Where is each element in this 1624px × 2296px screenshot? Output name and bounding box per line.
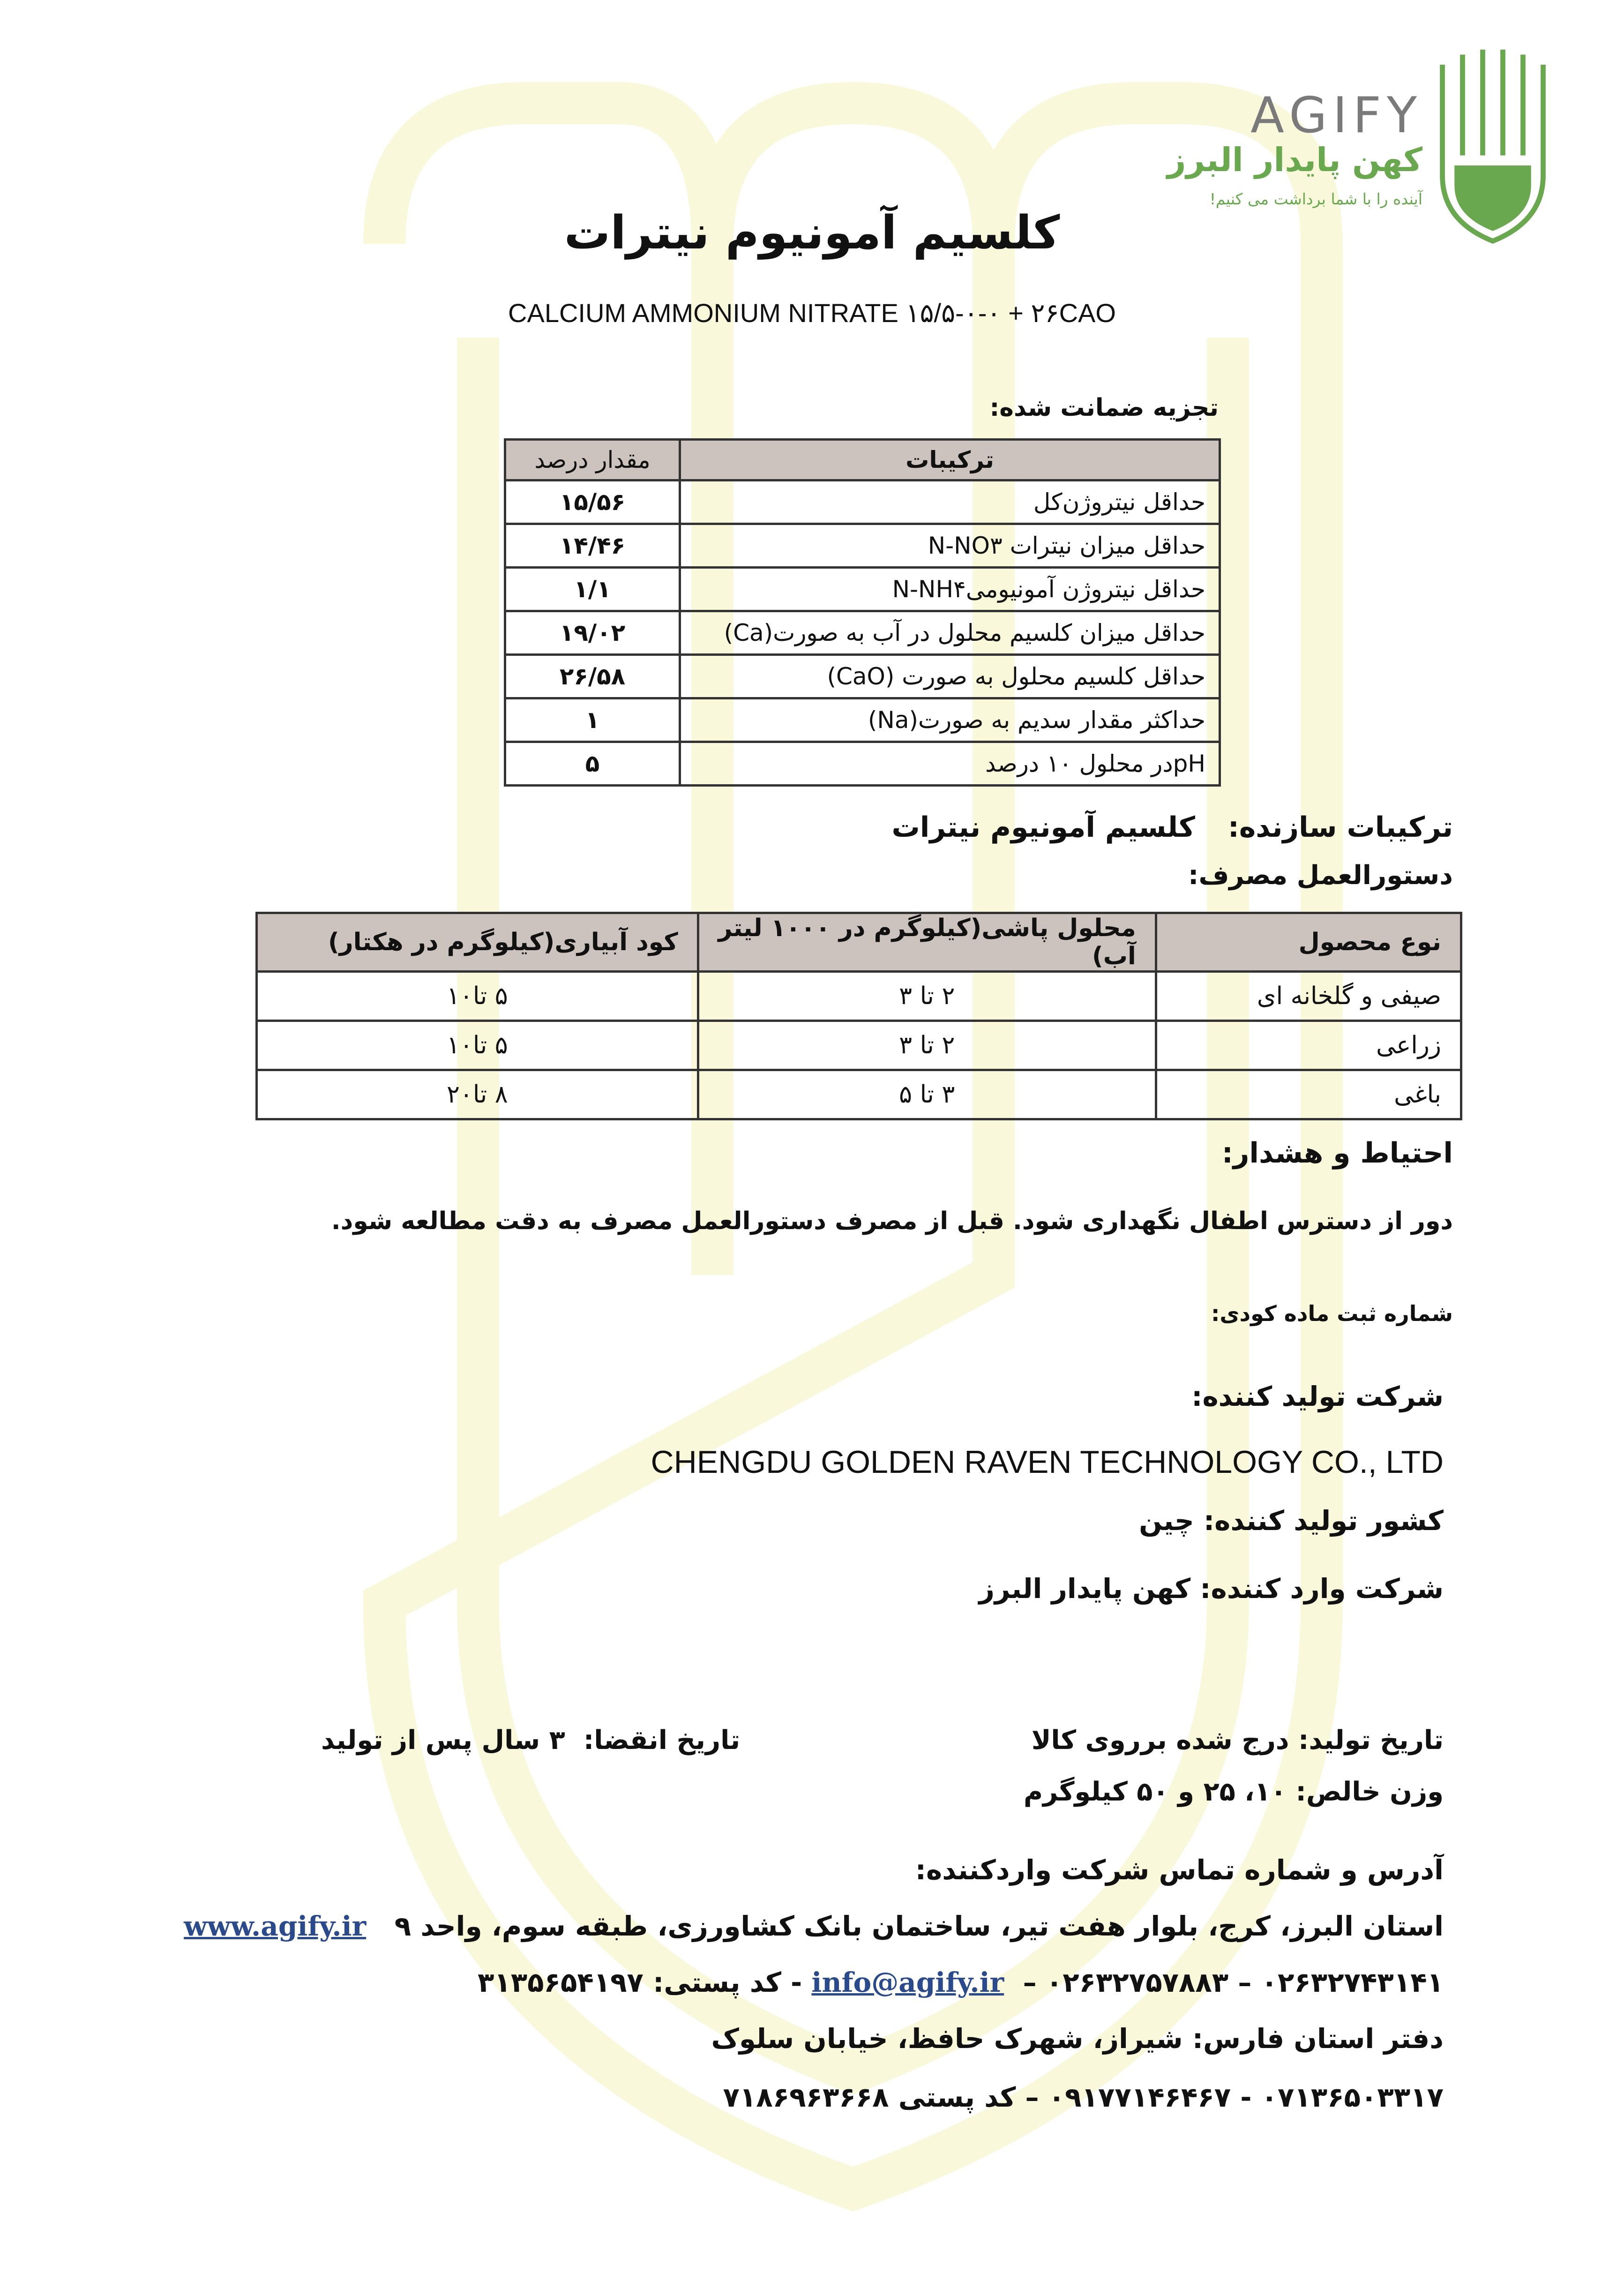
brand-tagline: آینده را با شما برداشت می کنیم!: [1209, 190, 1422, 208]
composition-cell: حداقل نیتروژن آمونیومیN-NH۴: [680, 568, 1220, 611]
composition-cell: pHدر محلول ۱۰ درصد: [680, 742, 1220, 786]
address-line: [184, 1910, 1444, 1942]
importer-label: شرکت وارد کننده:: [1200, 1573, 1444, 1605]
spray-cell: ۲ تا ۳: [698, 1021, 1156, 1070]
composition-cell: حداکثر مقدار سدیم به صورت(Na): [680, 698, 1220, 742]
expiry-date: [321, 1725, 740, 1756]
address-text: استان البرز، کرج، بلوار هفت تیر، ساختمان بانک کشاورزی، طبقه سوم، واحد ۹: [394, 1910, 1444, 1942]
caution-heading: احتیاط و هشدار:: [1221, 1137, 1453, 1170]
maker-label: ترکیبات سازنده:: [1227, 811, 1453, 844]
net-weight-label: وزن خالص:: [1295, 1777, 1444, 1807]
country-label: کشور تولید کننده:: [1203, 1505, 1444, 1537]
column-header-crop: نوع محصول: [1156, 913, 1461, 972]
column-header-percent: مقدار درصد: [505, 440, 680, 480]
page-title: کلسیم آمونیوم نیترات: [564, 206, 1060, 260]
crop-cell: باغی: [1156, 1070, 1461, 1119]
table-row: [505, 611, 1220, 655]
table-row: [257, 972, 1461, 1021]
table-header-row: [505, 440, 1220, 480]
importer-value: کهن پایدار البرز: [979, 1573, 1191, 1605]
composition-cell: حداقل میزان کلسیم محلول در آب به صورت(Ca): [680, 611, 1220, 655]
usage-table: [255, 912, 1462, 1120]
table-row: [505, 480, 1220, 524]
maker-composition: [891, 811, 1453, 844]
phone-line: [478, 1966, 1444, 1998]
maker-value: کلسیم آمونیوم نیترات: [891, 811, 1195, 844]
manufacturer-label: شرکت تولید کننده:: [1191, 1381, 1444, 1412]
crop-cell: صیفی و گلخانه ای: [1156, 972, 1461, 1021]
production-date: [1032, 1725, 1444, 1756]
table-row: [257, 1021, 1461, 1070]
composition-cell: حداقل نیتروژن‌کل: [680, 480, 1220, 524]
table-row: [505, 742, 1220, 786]
net-weight: [1024, 1777, 1444, 1807]
percent-cell: ۱۵/۵۶: [505, 480, 680, 524]
production-date-value: درج شده برروی کالا: [1031, 1725, 1289, 1756]
country-value: چین: [1139, 1505, 1194, 1537]
expiry-label: تاریخ انقضا:: [583, 1725, 741, 1756]
manufacturer-name: CHENGDU GOLDEN RAVEN TECHNOLOGY CO., LTD: [651, 1444, 1444, 1480]
net-weight-value: ۱۰، ۲۵ و ۵۰ کیلوگرم: [1023, 1777, 1287, 1807]
percent-cell: ۲۶/۵۸: [505, 655, 680, 698]
table-row: [257, 1070, 1461, 1119]
fertigation-cell: ۸ تا۲۰: [257, 1070, 698, 1119]
importer-row: [979, 1573, 1444, 1605]
brand-wordmark: AGIFY: [1250, 87, 1422, 144]
caution-text: دور از دسترس اطفال نگهداری شود. قبل از مصرف دستورالعمل مصرف به دقت مطالعه شود.: [331, 1207, 1453, 1235]
analysis-table: [504, 438, 1221, 787]
column-header-composition: ترکیبات: [680, 440, 1220, 480]
percent-cell: ۱/۱: [505, 568, 680, 611]
percent-cell: ۱۹/۰۲: [505, 611, 680, 655]
percent-cell: ۱۴/۴۶: [505, 524, 680, 568]
table-row: [505, 524, 1220, 568]
table-row: [505, 655, 1220, 698]
guarantee-heading: تجزیه ضمانت شده:: [989, 394, 1219, 422]
composition-cell: حداقل کلسیم محلول به صورت (CaO): [680, 655, 1220, 698]
table-row: [505, 568, 1220, 611]
column-header-spray: محلول پاشی(کیلوگرم در ۱۰۰۰ لیتر آب): [698, 913, 1156, 972]
phone-text: ۰۲۶۳۲۷۴۳۱۴۱ – ۰۲۶۳۲۷۵۷۸۸۳ –: [1023, 1966, 1444, 1998]
composition-cell: حداقل میزان نیترات N-NO۳: [680, 524, 1220, 568]
branch-phones: ۰۷۱۳۶۵۰۳۳۱۷ - ۰۹۱۷۷۱۴۶۴۶۷ – کد پستی ۷۱۸۶۹۶۳۶۶۸: [723, 2081, 1444, 2113]
percent-cell: ۵: [505, 742, 680, 786]
spray-cell: ۳ تا ۵: [698, 1070, 1156, 1119]
page-subtitle: CALCIUM AMMONIUM NITRATE ۱۵/۵-۰-۰ + ۲۶CAO: [508, 298, 1116, 328]
percent-cell: ۱: [505, 698, 680, 742]
contact-heading: آدرس و شماره تماس شرکت واردکننده:: [915, 1854, 1444, 1886]
fertigation-cell: ۵ تا۱۰: [257, 1021, 698, 1070]
fertigation-cell: ۵ تا۱۰: [257, 972, 698, 1021]
crop-cell: زراعی: [1156, 1021, 1461, 1070]
country-row: [1139, 1505, 1444, 1537]
instructions-heading: دستورالعمل مصرف:: [1188, 860, 1453, 891]
postal-code-text: - کد پستی: ۳۱۳۵۶۵۴۱۹۷: [477, 1966, 802, 1998]
brand-name: کهن پایدار البرز: [1167, 141, 1422, 179]
production-date-label: تاریخ تولید:: [1298, 1725, 1444, 1756]
watermark-emblem: [337, 56, 1369, 2213]
branch-address: دفتر استان فارس: شیراز، شهرک حافظ، خیابان سلوک: [711, 2023, 1444, 2055]
website-link[interactable]: www.agify.ir: [184, 1910, 367, 1942]
column-header-fertigation: کود آبیاری(کیلوگرم در هکتار): [257, 913, 698, 972]
expiry-value: ۳ سال پس از تولید: [321, 1725, 565, 1756]
registration-label: شماره ثبت ماده کودی:: [1211, 1301, 1453, 1326]
spray-cell: ۲ تا ۳: [698, 972, 1156, 1021]
table-row: [505, 698, 1220, 742]
table-header-row: [257, 913, 1461, 972]
email-link[interactable]: info@agify.ir: [811, 1966, 1004, 1998]
